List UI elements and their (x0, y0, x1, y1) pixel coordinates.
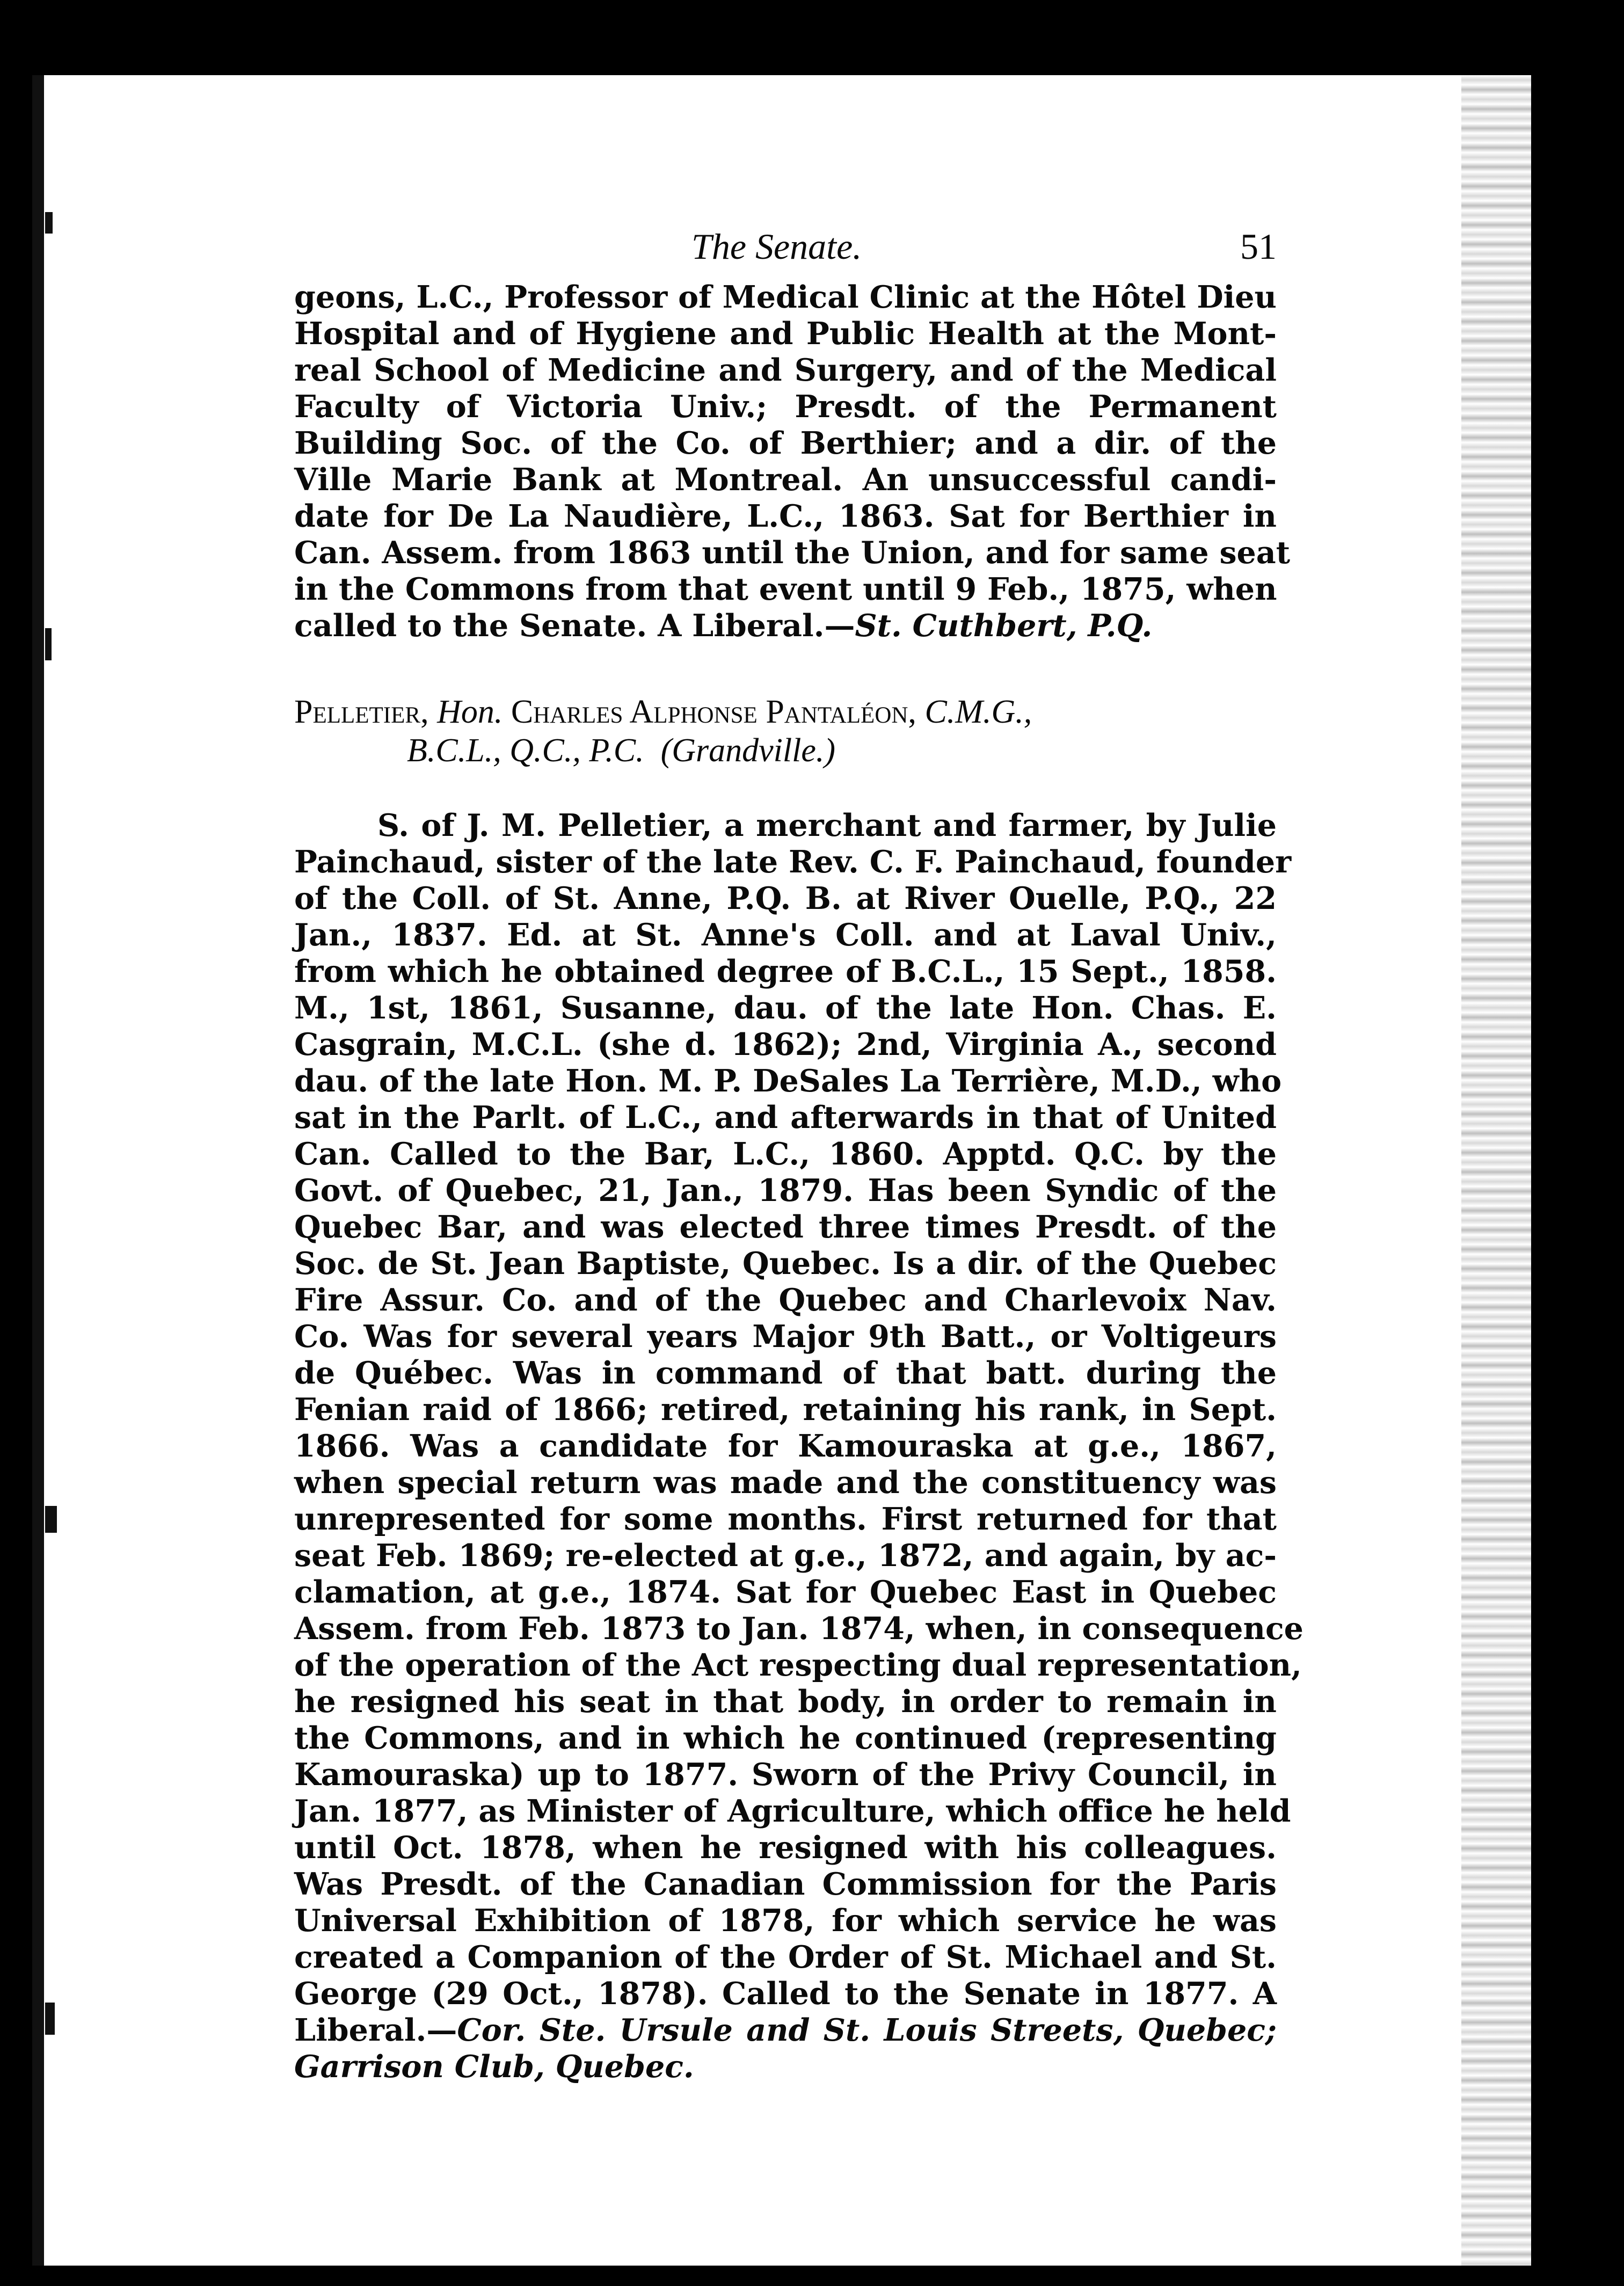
scan-left-edge (32, 75, 45, 2266)
text-line: Kamouraska) up to 1877. Sworn of the Privy Council, in (294, 1757, 1277, 1793)
text-line: date for De La Naudière, L.C., 1863. Sat for Berthier in (294, 498, 1277, 534)
running-title: The Senate. (691, 226, 862, 267)
text-line: S. of J. M. Pelletier, a merchant and farmer, by Julie (377, 807, 1277, 843)
entry-heading-line (294, 731, 1277, 770)
text-line: 1866. Was a candidate for Kamouraska at g.e., 1867, (294, 1428, 1277, 1464)
text-line: until Oct. 1878, when he resigned with his colleagues. (294, 1830, 1277, 1866)
page-right-edge (1461, 75, 1531, 2266)
text-line: the Commons, and in which he continued (representing (294, 1720, 1277, 1756)
running-head (294, 225, 1277, 279)
text-line: Building Soc. of the Co. of Berthier; and a dir. of the (294, 425, 1277, 461)
text-line: sat in the Parlt. of L.C., and afterwards in that of United (294, 1100, 1277, 1135)
closing-text: Liberal.— (294, 2012, 457, 2048)
entry-surname: Pelletier, (294, 694, 429, 730)
address: Cor. Ste. Ursule and St. Louis Streets, Quebec; (457, 2012, 1277, 2048)
text-line: Assem. from Feb. 1873 to Jan. 1874, when, in consequence (294, 1611, 1303, 1647)
text-line: Hospital and of Hygiene and Public Health at the Mont- (294, 316, 1277, 352)
text-line: of the operation of the Act respecting dual representation, (294, 1647, 1302, 1683)
text-line: Garrison Club, Quebec. (294, 2049, 694, 2085)
page-number: 51 (1240, 226, 1277, 267)
text-line: Fire Assur. Co. and of the Quebec and Charlevoix Nav. (294, 1282, 1277, 1318)
scan-mark (45, 212, 53, 234)
text-line: dau. of the late Hon. M. P. DeSales La Terrière, M.D., who (294, 1063, 1282, 1099)
text-line: M., 1st, 1861, Susanne, dau. of the late Hon. Chas. E. (294, 990, 1277, 1026)
text-line: from which he obtained degree of B.C.L., 15 Sept., 1858. (294, 953, 1277, 989)
entry-honors: C.M.G., (924, 694, 1032, 730)
text-line: when special return was made and the constituency was (294, 1465, 1277, 1501)
text-line: clamation, at g.e., 1874. Sat for Quebec East in Quebec (294, 1574, 1277, 1610)
scan-mark (45, 1506, 57, 1533)
text-line: Jan., 1837. Ed. at St. Anne's Coll. and at Laval Univ., (294, 917, 1277, 953)
continuation-paragraph (294, 279, 1291, 644)
text-line: Can. Called to the Bar, L.C., 1860. Apptd. Q.C. by the (294, 1136, 1277, 1172)
entry-honorific: Hon. (437, 694, 503, 730)
text-line: George (29 Oct., 1878). Called to the Senate in 1877. A (294, 1976, 1277, 2012)
text-line (294, 608, 1277, 644)
scan-mark (45, 2003, 55, 2035)
closing-text: called to the Senate. A Liberal.— (294, 608, 855, 644)
text-line: Universal Exhibition of 1878, for which service he was (294, 1903, 1277, 1939)
text-line: he resigned his seat in that body, in order to remain in (294, 1684, 1277, 1720)
text-line: de Québec. Was in command of that batt. during the (294, 1355, 1277, 1391)
text-line: Govt. of Quebec, 21, Jan., 1879. Has been Syndic of the (294, 1173, 1277, 1208)
text-line: geons, L.C., Professor of Medical Clinic at the Hôtel Dieu (294, 279, 1277, 315)
text-line: Quebec Bar, and was elected three times Presdt. of the (294, 1209, 1277, 1245)
entry-honors: B.C.L., Q.C., P.C. (407, 732, 644, 769)
text-line: real School of Medicine and Surgery, and of the Medical (294, 352, 1277, 388)
text-line: Ville Marie Bank at Montreal. An unsuccessful candi- (294, 462, 1277, 498)
page-content (294, 225, 1303, 2085)
entry-heading-line (294, 693, 1277, 731)
text-line: Soc. de St. Jean Baptiste, Quebec. Is a dir. of the Quebec (294, 1246, 1277, 1282)
scan-mark (45, 628, 52, 660)
text-line (294, 2012, 1277, 2049)
text-line: Fenian raid of 1866; retired, retaining his rank, in Sept. (294, 1392, 1277, 1428)
text-line: of the Coll. of St. Anne, P.Q. B. at River Ouelle, P.Q., 22 (294, 880, 1277, 916)
text-line: Can. Assem. from 1863 until the Union, and for same seat (294, 535, 1291, 571)
text-line: created a Companion of the Order of St. Michael and St. (294, 1939, 1277, 1975)
text-line: Faculty of Victoria Univ.; Presdt. of the Permanent (294, 389, 1277, 425)
text-line: Was Presdt. of the Canadian Commission for the Paris (294, 1866, 1277, 1902)
text-line: Co. Was for several years Major 9th Batt., or Voltigeurs (294, 1319, 1277, 1355)
text-line: Casgrain, M.C.L. (she d. 1862); 2nd, Virginia A., second (294, 1026, 1277, 1062)
biography-paragraph (294, 807, 1303, 2085)
address: St. Cuthbert, P.Q. (855, 608, 1153, 644)
entry-heading (294, 693, 1277, 770)
text-line: Painchaud, sister of the late Rev. C. F. Painchaud, founder (294, 844, 1292, 880)
text-line: Jan. 1877, as Minister of Agriculture, which office he held (294, 1793, 1291, 1829)
text-line: seat Feb. 1869; re-elected at g.e., 1872, and again, by ac- (294, 1538, 1277, 1574)
text-line: unrepresented for some months. First returned for that (294, 1501, 1277, 1537)
entry-constituency: (Grandville.) (660, 732, 835, 769)
text-line: in the Commons from that event until 9 Feb., 1875, when (294, 571, 1277, 607)
entry-given-names: Charles Alphonse Pantaléon, (511, 694, 916, 730)
